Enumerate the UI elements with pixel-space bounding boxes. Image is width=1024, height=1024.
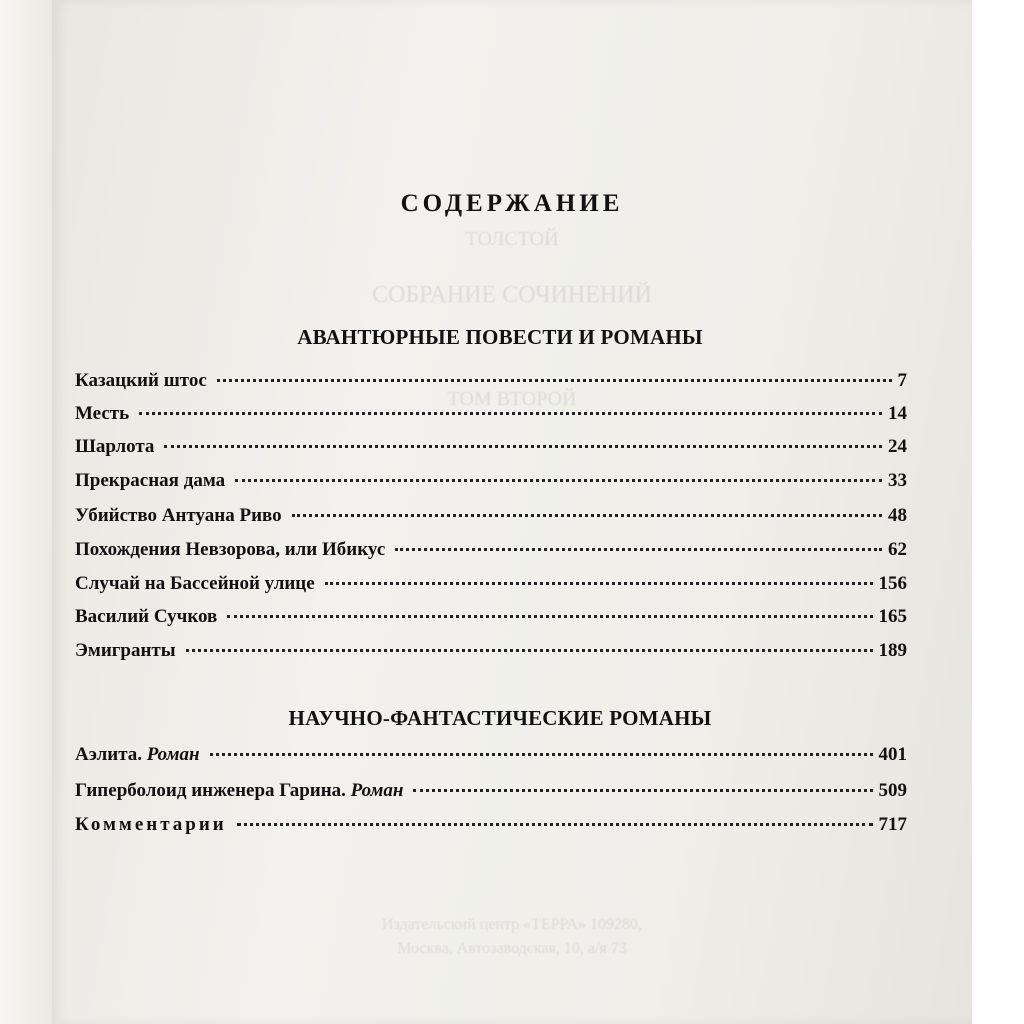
bleed-through-text: СОБРАНИЕ СОЧИНЕНИЙ	[372, 282, 652, 308]
bleed-through-text: Издательский центр «ТЕРРА» 109280,	[381, 916, 643, 933]
entry-genre: Роман	[350, 780, 404, 801]
entry-page-number: 24	[888, 436, 907, 457]
toc-entry	[75, 470, 907, 500]
dot-leader	[395, 547, 882, 551]
dot-leader	[210, 752, 873, 756]
entry-page-number: 156	[878, 573, 907, 594]
toc-entry	[75, 640, 907, 670]
toc-entry	[75, 539, 907, 569]
toc-entry	[75, 370, 907, 400]
entry-title: Казацкий штос	[75, 370, 207, 391]
entry-page-number: 7	[897, 370, 907, 391]
toc-entry	[75, 505, 907, 535]
bleed-through-text: Москва, Автозаводская, 10, а/я 73	[397, 940, 627, 957]
entry-title: Случай на Бассейной улице	[75, 573, 315, 594]
entry-title	[75, 744, 200, 766]
entry-page-number: 189	[878, 640, 907, 661]
entry-page-number: 717	[878, 814, 907, 835]
section-heading: АВАНТЮРНЫЕ ПОВЕСТИ И РОМАНЫ	[297, 325, 703, 349]
entry-title: Василий Сучков	[75, 606, 218, 627]
entry-title: Прекрасная дама	[75, 470, 226, 491]
section-heading: НАУЧНО-ФАНТАСТИЧЕСКИЕ РОМАНЫ	[288, 706, 712, 730]
entry-title	[75, 780, 403, 802]
entry-title: Эмигранты	[75, 640, 176, 661]
dot-leader	[164, 444, 882, 448]
dot-leader	[235, 478, 882, 482]
entry-title: Убийство Антуана Риво	[75, 505, 282, 526]
entry-page-number: 509	[878, 780, 907, 801]
dot-leader	[413, 788, 872, 792]
toc-entry	[75, 403, 907, 433]
page-title: СОДЕРЖАНИЕ	[400, 190, 624, 217]
dot-leader	[217, 378, 892, 382]
entry-genre: Роман	[146, 744, 200, 765]
entry-title-main: Аэлита.	[75, 744, 143, 765]
entry-title: Комментарии	[75, 814, 227, 835]
toc-entry	[75, 606, 907, 636]
entry-title: Похождения Невзорова, или Ибикус	[75, 539, 386, 560]
dot-leader	[325, 581, 873, 585]
entry-page-number: 401	[878, 744, 907, 765]
entry-page-number: 165	[878, 606, 907, 627]
toc-entry	[75, 744, 907, 774]
facing-page-edge	[0, 0, 52, 1024]
entry-page-number: 33	[888, 470, 907, 491]
dot-leader	[139, 411, 882, 415]
entry-title: Шарлота	[75, 436, 155, 457]
dot-leader	[227, 614, 872, 618]
dot-leader	[186, 648, 873, 652]
bleed-through-text: ТОЛСТОЙ	[465, 228, 559, 250]
entry-page-number: 14	[888, 403, 907, 424]
dot-leader	[292, 513, 882, 517]
toc-entry	[75, 573, 907, 603]
entry-title: Месть	[75, 403, 130, 424]
dot-leader	[237, 822, 873, 826]
entry-page-number: 48	[888, 505, 907, 526]
bleed-through-text: ТОМ ВТОРОЙ	[447, 388, 577, 410]
toc-entry	[75, 436, 907, 466]
toc-entry	[75, 814, 907, 844]
entry-title-main: Гиперболоид инженера Гарина.	[75, 780, 346, 801]
entry-page-number: 62	[888, 539, 907, 560]
toc-entry	[75, 780, 907, 810]
